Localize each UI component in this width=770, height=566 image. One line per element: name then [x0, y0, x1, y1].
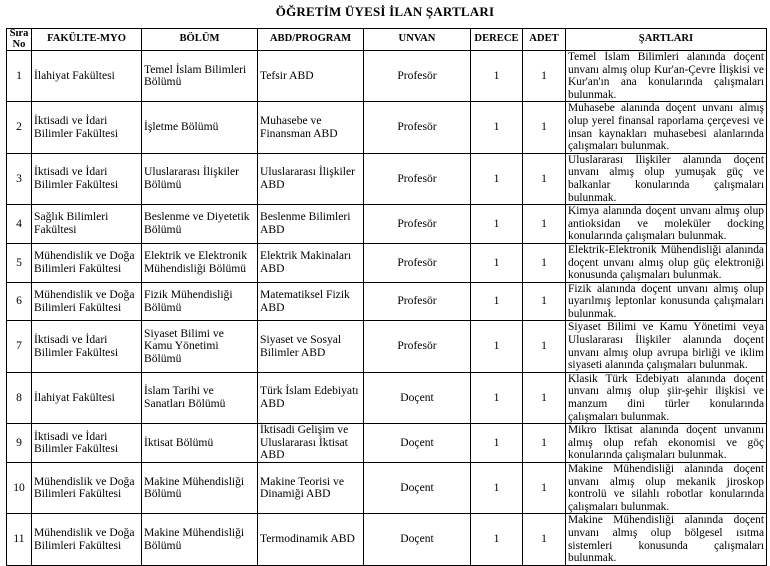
cell-bolum: İslam Tarihi ve Sanatları Bölümü [142, 372, 258, 423]
cell-fakulte: Mühendislik ve Doğa Bilimleri Fakültesi [32, 514, 142, 565]
cell-abd: Tefsir ABD [258, 51, 364, 102]
table-body [7, 51, 767, 566]
table-row [7, 243, 767, 282]
cell-fakulte: İlahiyat Fakültesi [32, 372, 142, 423]
cell-abd: İktisadi Gelişim ve Uluslararası İktisat ABD [258, 424, 364, 463]
cell-unvan: Doçent [364, 424, 471, 463]
cell-adet: 1 [523, 243, 566, 282]
table-row [7, 51, 767, 102]
header-unvan: UNVAN [364, 29, 471, 51]
cell-derece: 1 [471, 102, 523, 153]
cell-abd: Elektrik Makinaları ABD [258, 243, 364, 282]
cell-unvan: Doçent [364, 372, 471, 423]
cell-unvan: Doçent [364, 514, 471, 565]
cell-abd: Matematiksel Fizik ABD [258, 282, 364, 321]
cell-abd: Beslenme Bilimleri ABD [258, 205, 364, 244]
table-row [7, 153, 767, 204]
cell-adet: 1 [523, 205, 566, 244]
cell-sartlari: Klasik Türk Edebiyatı alanında doçent unvanı almış olup şiir-şehir ilişkisi ve manzum dini türler konularında çalışmaları bulunmak. [566, 372, 767, 423]
cell-sira-no: 3 [7, 153, 32, 204]
cell-abd: Muhasebe ve Finansman ABD [258, 102, 364, 153]
cell-bolum: Makine Mühendisliği Bölümü [142, 463, 258, 514]
cell-fakulte: Sağlık Bilimleri Fakültesi [32, 205, 142, 244]
cell-sira-no: 11 [7, 514, 32, 565]
cell-sira-no: 8 [7, 372, 32, 423]
cell-derece: 1 [471, 153, 523, 204]
table-row [7, 321, 767, 372]
table-row [7, 102, 767, 153]
cell-bolum: Beslenme ve Diyetetik Bölümü [142, 205, 258, 244]
requirements-table [6, 28, 767, 566]
cell-adet: 1 [523, 321, 566, 372]
cell-unvan: Profesör [364, 205, 471, 244]
cell-derece: 1 [471, 514, 523, 565]
page-title: ÖĞRETİM ÜYESİ İLAN ŞARTLARI [275, 4, 495, 19]
header-sira-no: Sıra No [7, 29, 32, 51]
cell-sartlari: Elektrik-Elektronik Mühendisliği alanında doçent unvanı almış olup güç elektroniği konusunda çalışmaları bulunmak. [566, 243, 767, 282]
cell-bolum: İktisat Bölümü [142, 424, 258, 463]
cell-abd: Siyaset ve Sosyal Bilimler ABD [258, 321, 364, 372]
header-derece: DERECE [471, 29, 523, 51]
cell-bolum: Elektrik ve Elektronik Mühendisliği Bölümü [142, 243, 258, 282]
cell-abd: Makine Teorisi ve Dinamiği ABD [258, 463, 364, 514]
cell-bolum: Siyaset Bilimi ve Kamu Yönetimi Bölümü [142, 321, 258, 372]
cell-fakulte: Mühendislik ve Doğa Bilimleri Fakültesi [32, 463, 142, 514]
cell-adet: 1 [523, 424, 566, 463]
cell-bolum: Uluslararası İlişkiler Bölümü [142, 153, 258, 204]
cell-abd: Termodinamik ABD [258, 514, 364, 565]
cell-adet: 1 [523, 51, 566, 102]
cell-fakulte: İlahiyat Fakültesi [32, 51, 142, 102]
cell-derece: 1 [471, 51, 523, 102]
header-adet: ADET [523, 29, 566, 51]
cell-fakulte: İktisadi ve İdari Bilimler Fakültesi [32, 321, 142, 372]
cell-sira-no: 7 [7, 321, 32, 372]
table-row [7, 282, 767, 321]
cell-bolum: Fizik Mühendisliği Bölümü [142, 282, 258, 321]
cell-unvan: Profesör [364, 243, 471, 282]
cell-unvan: Profesör [364, 102, 471, 153]
cell-sartlari: Muhasebe alanında doçent unvanı almış olup yerel finansal raporlama çerçevesi ve insan kaynakları muhasebesi alanlarında çalışmaları bulunmak. [566, 102, 767, 153]
header-row [7, 29, 767, 51]
cell-sira-no: 4 [7, 205, 32, 244]
cell-bolum: İşletme Bölümü [142, 102, 258, 153]
cell-fakulte: İktisadi ve İdari Bilimler Fakültesi [32, 102, 142, 153]
cell-adet: 1 [523, 102, 566, 153]
cell-fakulte: Mühendislik ve Doğa Bilimleri Fakültesi [32, 243, 142, 282]
header-bolum: BÖLÜM [142, 29, 258, 51]
cell-unvan: Profesör [364, 282, 471, 321]
cell-sira-no: 2 [7, 102, 32, 153]
cell-sira-no: 5 [7, 243, 32, 282]
cell-adet: 1 [523, 514, 566, 565]
cell-sira-no: 6 [7, 282, 32, 321]
cell-sartlari: Makine Mühendisliği alanında doçent unvanı almış olup bölgesel ısıtma sistemleri konusunda çalışmaları bulunmak. [566, 514, 767, 565]
table-row [7, 424, 767, 463]
cell-unvan: Profesör [364, 153, 471, 204]
cell-adet: 1 [523, 153, 566, 204]
cell-sartlari: Kimya alanında doçent unvanı almış olup antioksidan ve moleküler docking konularında çalışmaları bulunmak. [566, 205, 767, 244]
cell-fakulte: İktisadi ve İdari Bilimler Fakültesi [32, 153, 142, 204]
cell-unvan: Profesör [364, 321, 471, 372]
cell-sira-no: 9 [7, 424, 32, 463]
cell-abd: Uluslararası İlişkiler ABD [258, 153, 364, 204]
header-sartlari: ŞARTLARI [566, 29, 767, 51]
cell-adet: 1 [523, 463, 566, 514]
cell-unvan: Profesör [364, 51, 471, 102]
cell-derece: 1 [471, 205, 523, 244]
cell-sira-no: 10 [7, 463, 32, 514]
table-row [7, 514, 767, 565]
table-row [7, 372, 767, 423]
cell-sartlari: Temel İslam Bilimleri alanında doçent unvanı almış olup Kur'an-Çevre İlişkisi ve Kur'an'ın ana konularında çalışmaları bulunmak. [566, 51, 767, 102]
cell-derece: 1 [471, 372, 523, 423]
cell-derece: 1 [471, 282, 523, 321]
cell-bolum: Makine Mühendisliği Bölümü [142, 514, 258, 565]
cell-sartlari: Fizik alanında doçent unvanı almış olup uyarılmış leptonlar konusunda çalışmaları bulunmak. [566, 282, 767, 321]
cell-sira-no: 1 [7, 51, 32, 102]
cell-bolum: Temel İslam Bilimleri Bölümü [142, 51, 258, 102]
header-abd: ABD/PROGRAM [258, 29, 364, 51]
cell-sartlari: Siyaset Bilimi ve Kamu Yönetimi veya Uluslararası İlişkiler alanında doçent unvanı almış olup avrupa birliği ve iklim siyaseti alanında çalışmaları bulunmak. [566, 321, 767, 372]
table-header [7, 29, 767, 51]
header-fakulte: FAKÜLTE-MYO [32, 29, 142, 51]
cell-derece: 1 [471, 321, 523, 372]
cell-derece: 1 [471, 463, 523, 514]
cell-sartlari: Makine Mühendisliği alanında doçent unvanı almış olup mekanik jiroskop kontrolü ve silahlı robotlar konularında çalışmaları bulunmak. [566, 463, 767, 514]
cell-fakulte: Mühendislik ve Doğa Bilimleri Fakültesi [32, 282, 142, 321]
cell-sartlari: Uluslararası İlişkiler alanında doçent unvanı almış olup yumuşak güç ve balkanlar konularında çalışmaları bulunmak. [566, 153, 767, 204]
cell-adet: 1 [523, 372, 566, 423]
table-row [7, 205, 767, 244]
cell-derece: 1 [471, 424, 523, 463]
cell-unvan: Doçent [364, 463, 471, 514]
cell-derece: 1 [471, 243, 523, 282]
cell-abd: Türk İslam Edebiyatı ABD [258, 372, 364, 423]
cell-adet: 1 [523, 282, 566, 321]
table-row [7, 463, 767, 514]
cell-fakulte: İktisadi ve İdari Bilimler Fakültesi [32, 424, 142, 463]
cell-sartlari: Mikro İktisat alanında doçent unvanını almış olup refah ekonomisi ve göç konularında çalışmaları bulunmak. [566, 424, 767, 463]
